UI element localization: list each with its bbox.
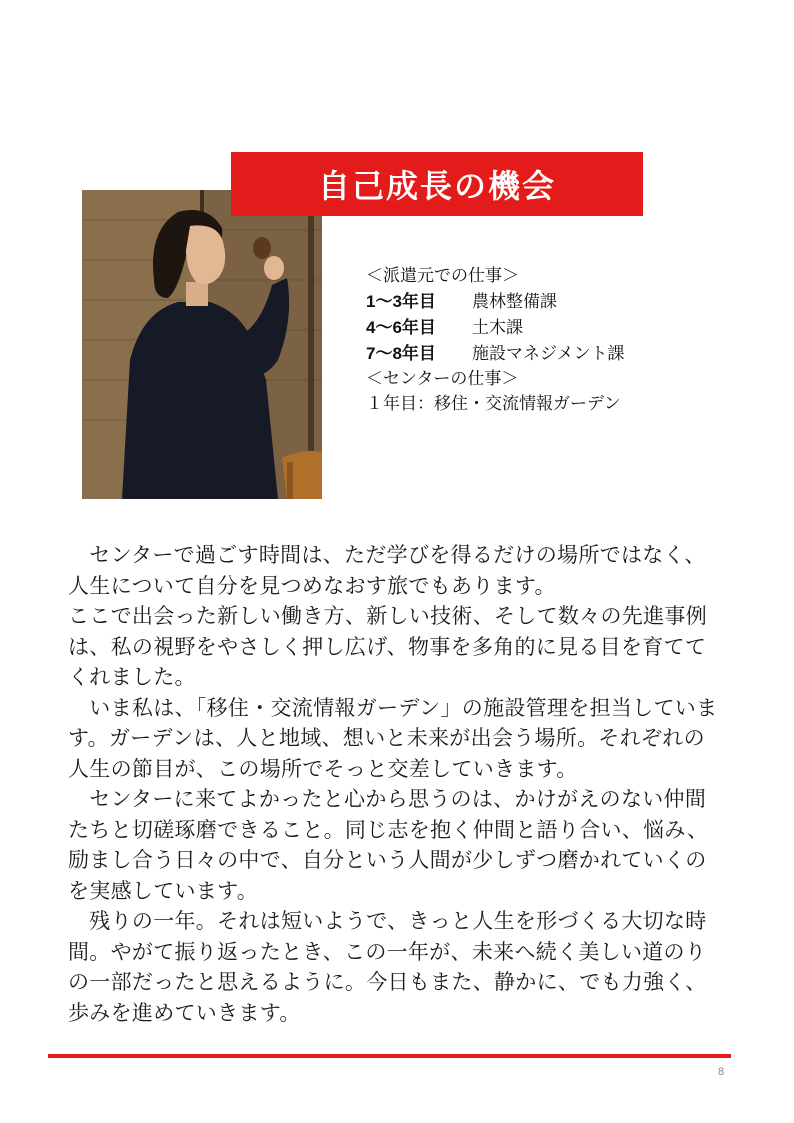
- page-title: 自己成長の機会: [231, 152, 643, 216]
- essay-paragraph: センターで過ごす時間は、ただ学びを得るだけの場所ではなく、人生について自分を見つめなおす旅でもあります。: [68, 543, 706, 598]
- career-department: 農林整備課: [472, 292, 557, 312]
- career-years: 1～3年目: [366, 292, 436, 311]
- career-history: [366, 264, 766, 417]
- career-department: 土木課: [472, 318, 523, 338]
- dispatch-heading: ＜派遣元での仕事＞: [366, 266, 519, 286]
- career-item: [366, 341, 766, 367]
- career-department: 施設マネジメント課: [472, 344, 625, 364]
- footer-divider: [48, 1054, 731, 1058]
- portrait-photo: [82, 190, 322, 499]
- career-item: [366, 289, 766, 315]
- essay-paragraph: ここで出会った新しい働き方、新しい技術、そして数々の先進事例は、私の視野をやさしく押し広げ、物事を多角的に見る目を育ててくれました。: [68, 604, 707, 689]
- essay-paragraph: センターに来てよかったと心から思うのは、かけがえのない仲間たちと切磋琢磨できること。同じ志を抱く仲間と語り合い、悩み、励まし合う日々の中で、自分という人間が少しずつ磨かれていくのを実感しています。: [68, 787, 709, 903]
- career-years: 7～8年目: [366, 344, 436, 363]
- essay-paragraph: 残りの一年。それは短いようで、きっと人生を形づくる大切な時間。やがて振り返ったとき、この一年が、未来へ続く美しい道のりの一部だったと思えるように。今日もまた、静かに、でも力強く、歩みを進めていきます。: [68, 909, 707, 1025]
- center-item: １年目：移住・交流情報ガーデン: [366, 394, 621, 414]
- career-item: [366, 315, 766, 341]
- center-heading: ＜センターの仕事＞: [366, 369, 519, 389]
- essay-paragraph: いま私は、「移住・交流情報ガーデン」の施設管理を担当しています。ガーデンは、人と地域、想いと未来が出会う場所。それぞれの人生の節目が、この場所でそっと交差していきます。: [68, 695, 718, 781]
- career-years: 4～6年目: [366, 318, 436, 337]
- page-number: 8: [718, 1066, 725, 1078]
- essay-body: [68, 540, 718, 1028]
